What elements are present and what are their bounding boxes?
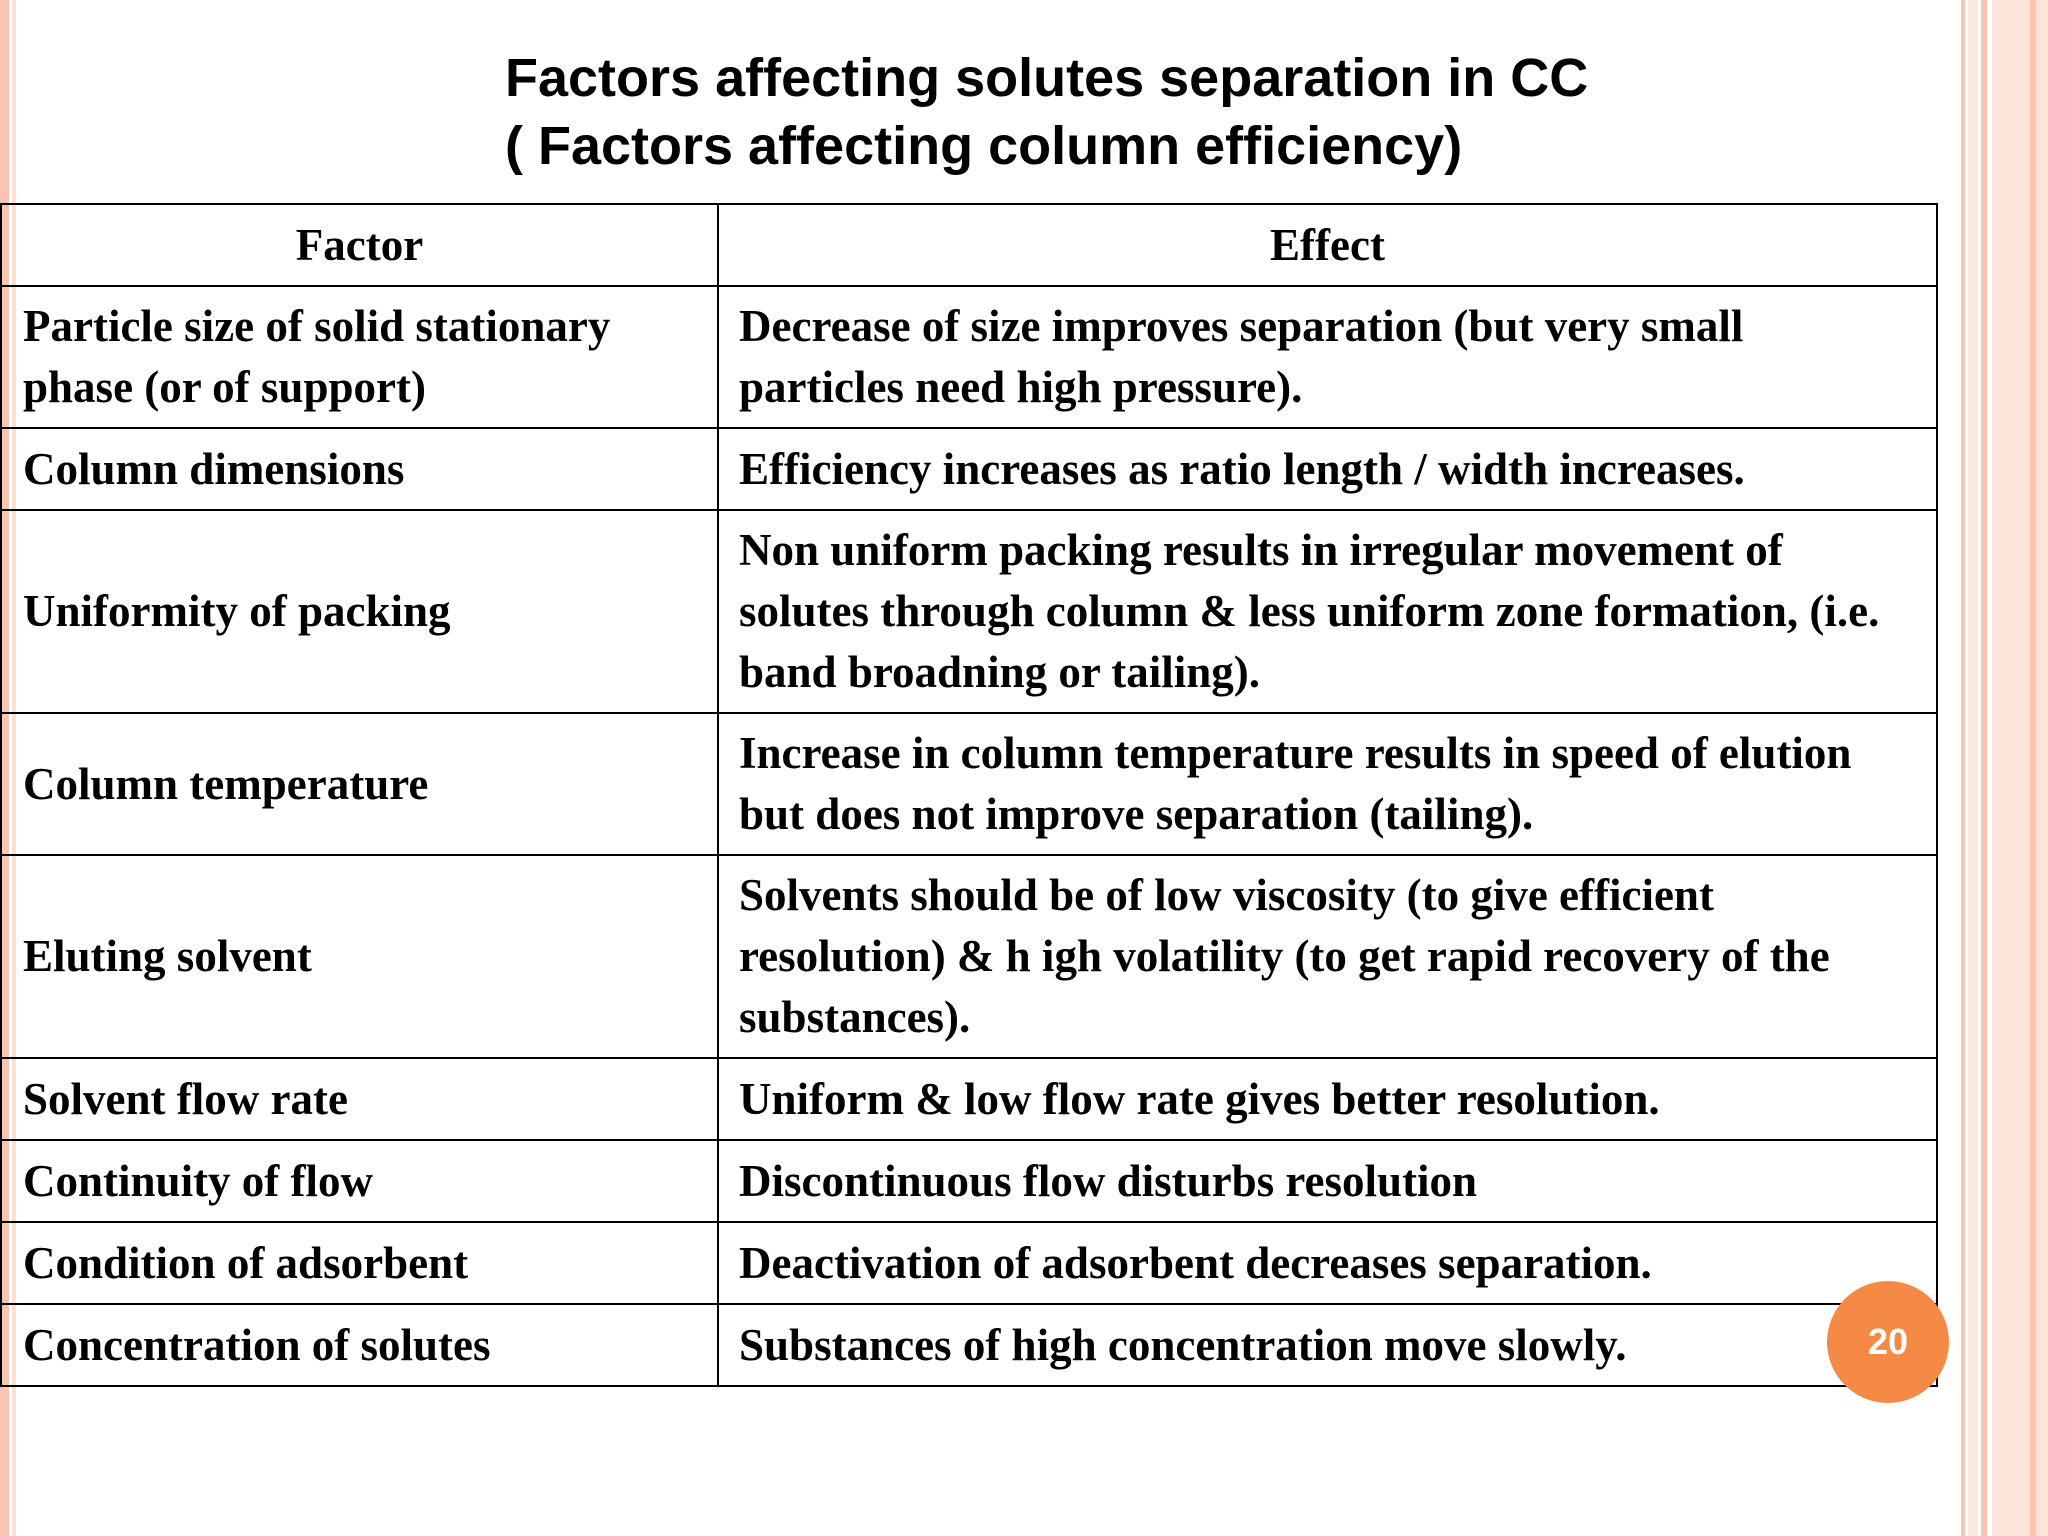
right-border-stripe-wide — [1992, 0, 2048, 1536]
table-header-row — [1, 204, 1937, 286]
right-border-stripe-thin — [1961, 0, 1965, 1536]
effect-cell: Non uniform packing results in irregular movement of solutes through column & less uniform zone formation, (i.e. band broadning or tailing). — [718, 510, 1937, 713]
effect-cell: Efficiency increases as ratio length / width increases. — [718, 428, 1937, 510]
header-factor: Factor — [1, 204, 718, 286]
table-row — [1, 510, 1937, 713]
table-row — [1, 1058, 1937, 1140]
effect-cell: Discontinuous flow disturbs resolution — [718, 1140, 1937, 1222]
factor-cell: Column dimensions — [1, 428, 718, 510]
factor-cell: Uniformity of packing — [1, 510, 718, 713]
effect-cell: Solvents should be of low viscosity (to give efficient resolution) & h igh volatility (to get rapid recovery of the substances). — [718, 855, 1937, 1058]
factor-cell: Particle size of solid stationary phase (or of support) — [1, 286, 718, 428]
effect-cell: Substances of high concentration move slowly. — [718, 1304, 1937, 1386]
factor-cell: Column temperature — [1, 713, 718, 855]
title-line-1: Factors affecting solutes separation in CC — [505, 48, 1589, 108]
factor-cell: Continuity of flow — [1, 1140, 718, 1222]
right-border-stripe-light — [1968, 0, 1978, 1536]
effect-cell: Increase in column temperature results in speed of elution but does not improve separation (tailing). — [718, 713, 1937, 855]
table-row — [1, 1222, 1937, 1304]
slide-title — [505, 44, 1905, 180]
table-row — [1, 1140, 1937, 1222]
effect-cell: Deactivation of adsorbent decreases separation. — [718, 1222, 1937, 1304]
right-border-stripe-edge — [2030, 0, 2036, 1536]
title-line-2: ( Factors affecting column efficiency) — [505, 116, 1463, 176]
effect-cell: Decrease of size improves separation (but very small particles need high pressure). — [718, 286, 1937, 428]
header-effect: Effect — [718, 204, 1937, 286]
effect-cell: Uniform & low flow rate gives better resolution. — [718, 1058, 1937, 1140]
factor-cell: Condition of adsorbent — [1, 1222, 718, 1304]
table-row — [1, 1304, 1937, 1386]
factors-table — [0, 203, 1938, 1387]
table-row — [1, 713, 1937, 855]
page-number-badge: 20 — [1827, 1281, 1949, 1403]
factor-cell: Solvent flow rate — [1, 1058, 718, 1140]
table-row — [1, 428, 1937, 510]
right-border-stripe-mid — [1981, 0, 1987, 1536]
table-row — [1, 855, 1937, 1058]
factor-cell: Concentration of solutes — [1, 1304, 718, 1386]
factor-cell: Eluting solvent — [1, 855, 718, 1058]
table-row — [1, 286, 1937, 428]
